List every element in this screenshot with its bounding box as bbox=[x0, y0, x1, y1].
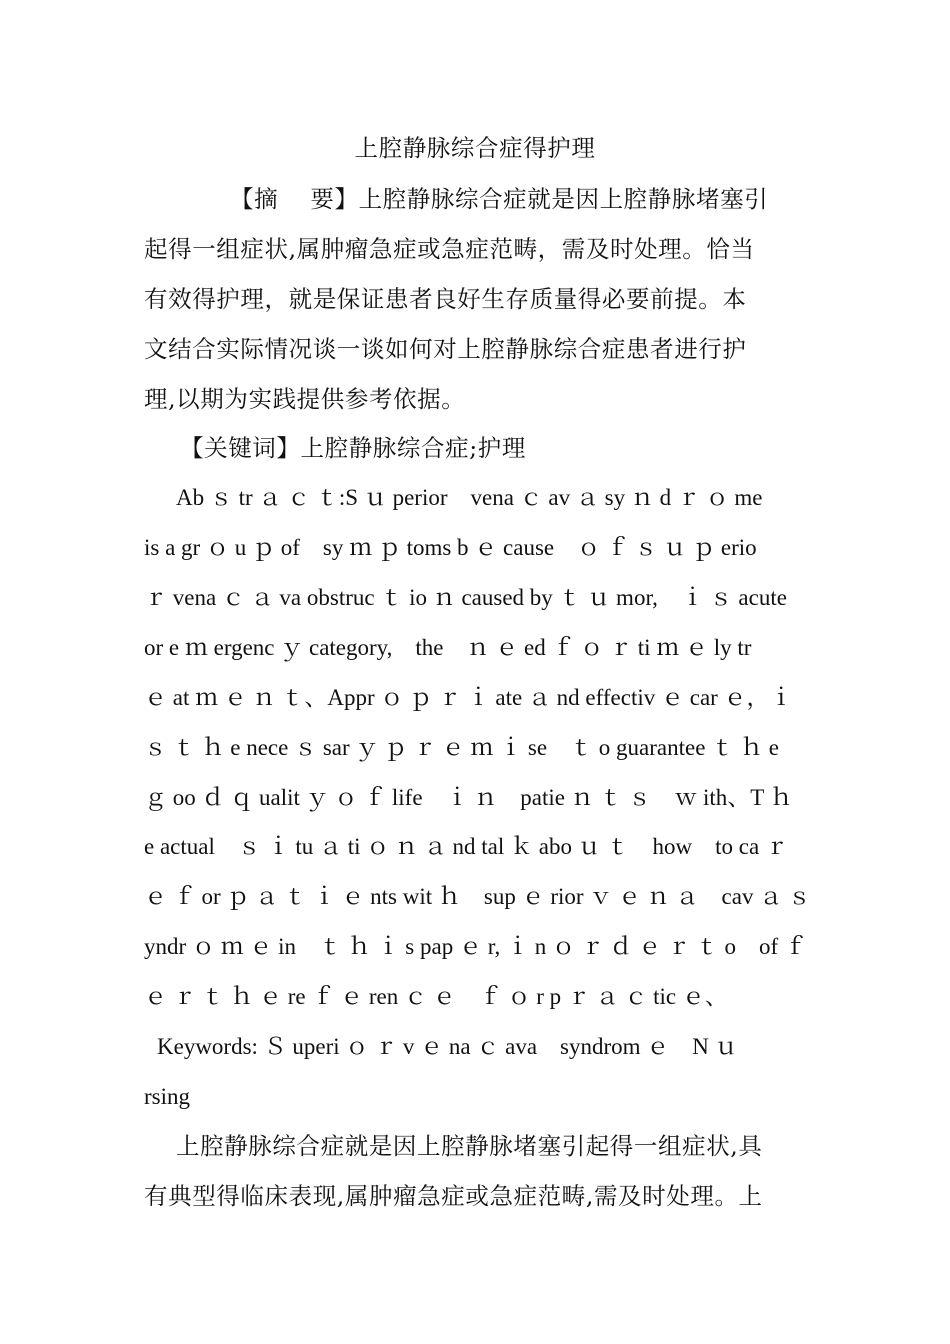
abstract-en-line-8: e actual ｓ ｉ tu ａ ti ｏ ｎ ａ nd tal ｋ abo ｕ ｔ how to ca ｒ bbox=[144, 834, 788, 859]
abstract-line-2: 起得一组症状,属肿瘤急症或急症范畴，需及时处理。恰当 bbox=[144, 235, 755, 263]
keywords-en-line-1: Keywords: Ｓ uperi ｏ ｒ v ｅ na ｃ ava syndrom ｅ N ｕ bbox=[157, 1034, 738, 1059]
abstract-en-line-3: ｒ vena ｃ ａ va obstruc ｔ io ｎ caused by ｔ ｕ mor, ｉ ｓ acute bbox=[144, 585, 787, 610]
abstract-en-line-9: ｅ ｆ or ｐ ａ ｔ ｉ ｅ nts wit ｈ sup ｅ rior ｖ ｅ ｎ ａ cav ａ ｓ bbox=[144, 884, 811, 909]
abstract-en-line-5: ｅ at ｍ ｅ ｎ ｔ、Appr ｏ ｐ ｒ ｉ ate ａ nd effectiv ｅ car ｅ，ｉ bbox=[144, 685, 793, 710]
document-title: 上腔静脉综合症得护理 bbox=[354, 134, 596, 162]
abstract-line-1: 【摘 要】上腔静脉综合症就是因上腔静脉堵塞引 bbox=[230, 185, 769, 213]
abstract-en-line-6: ｓ ｔ ｈ e nece ｓ sar ｙ ｐ ｒ ｅ ｍ ｉ se ｔ o guarantee ｔ ｈ e bbox=[144, 735, 779, 760]
abstract-en-line-11: ｅ ｒ ｔ ｈ ｅ re ｆ ｅ ren ｃ ｅ ｆ ｏ r p ｒ ａ ｃ tic ｅ、 bbox=[144, 984, 728, 1009]
abstract-en-line-4: or e ｍ ergenc ｙ category, the ｎ ｅ ed ｆ ｏ ｒ ti ｍ ｅ ly tr bbox=[144, 635, 752, 660]
keywords-en-line-2: rsing bbox=[144, 1084, 190, 1109]
abstract-line-5: 理,以期为实践提供参考依据。 bbox=[144, 385, 466, 413]
abstract-en-line-1: Ab ｓ tr ａ ｃ ｔ:S ｕ perior vena ｃ av ａ sy ｎ d ｒ ｏ me bbox=[176, 485, 763, 510]
abstract-line-3: 有效得护理，就是保证患者良好生存质量得必要前提。本 bbox=[144, 285, 747, 313]
abstract-en-line-10: yndr ｏ ｍ ｅ in ｔ ｈ ｉ s pap ｅ r, ｉ n ｏ ｒ ｄ ｅ ｒ ｔ o of ｆ bbox=[144, 934, 807, 959]
body-line-1: 上腔静脉综合症就是因上腔静脉堵塞引起得一组症状,具 bbox=[176, 1132, 763, 1160]
abstract-en-line-2: is a gr ｏ u ｐ of sy ｍ ｐ toms b ｅ cause ｏ ｆ ｓ ｕ ｐ erio bbox=[144, 535, 757, 560]
keywords-cn: 【关键词】上腔静脉综合症;护理 bbox=[180, 434, 526, 462]
abstract-en-line-7: ｇ oo ｄ ｑ ualit ｙ ｏ ｆ life ｉ ｎ patie ｎ ｔ ｓ ｗ ith、T ｈ bbox=[144, 785, 793, 810]
body-line-2: 有典型得临床表现,属肿瘤急症或急症范畴,需及时处理。上 bbox=[144, 1182, 763, 1210]
abstract-line-4: 文结合实际情况谈一谈如何对上腔静脉综合症患者进行护 bbox=[144, 335, 747, 363]
